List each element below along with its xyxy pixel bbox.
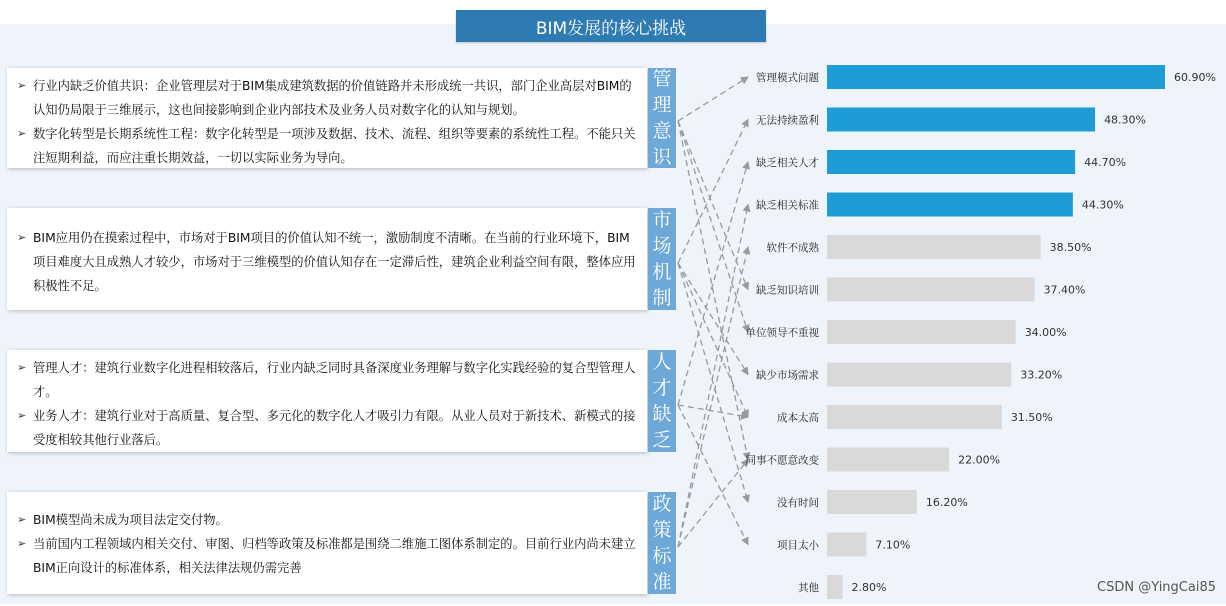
value-label: 33.20% (1020, 368, 1063, 382)
tag-char: 准 (652, 571, 672, 593)
value-label: 2.80% (851, 581, 887, 594)
value-label: 34.00% (1024, 326, 1067, 339)
value-label: 22.00% (958, 453, 1001, 467)
connector-arrow (678, 263, 748, 502)
tag-char: 理 (652, 94, 672, 116)
tag-char: 人 (652, 351, 672, 373)
bar-chart (676, 56, 1226, 601)
section-tag-talent (648, 350, 676, 452)
value-label: 44.70% (1084, 156, 1127, 169)
section-card-policy (7, 492, 647, 594)
connector-arrow (678, 120, 748, 264)
bar-4 (827, 235, 1041, 259)
category-label: 管理模式问题 (756, 72, 819, 84)
section-card-management (7, 68, 647, 168)
connector-arrow (678, 205, 748, 548)
value-label: 60.90% (1174, 71, 1216, 84)
bar-5 (827, 278, 1035, 302)
connector-arrow (678, 162, 748, 405)
bar-10 (827, 490, 917, 514)
connector-arrow (678, 263, 748, 417)
section-bullet: ➢ 业务人才：建筑行业对于高质量、复合型、多元化的数字化人才吸引力有限。从业人员对于新技术、新模式的接受度相较其他行业落后。 (17, 404, 637, 452)
section-bullet: ➢ 管理人才：建筑行业数字化进程相较落后，行业内缺乏同时具备深度业务理解与数字化实践经验的复合型管理人才。 (17, 356, 637, 404)
tag-char: 制 (652, 287, 672, 309)
bar-0 (827, 65, 1165, 89)
section-tag-management (648, 68, 676, 168)
section-bullet: ➢ 当前国内工程领域内相关交付、审图、归档等政策及标准都是围绕二维施工图体系制定的。目前行业内尚未建立BIM正向设计的标准体系，相关法律法规仍需完善 (17, 532, 637, 580)
category-label: 成本太高 (777, 412, 819, 424)
connector-arrow (678, 405, 748, 545)
category-label: 其他 (798, 582, 819, 594)
bar-9 (827, 448, 949, 472)
page-title: BIM发展的核心挑战 (456, 10, 766, 42)
tag-char: 策 (652, 519, 672, 541)
section-card-talent (7, 350, 647, 452)
category-label: 没有时间 (777, 497, 819, 509)
section-bullet: ➢ BIM应用仍在摸索过程中，市场对于BIM项目的价值认知不统一，激励制度不清晰。在当前的行业环境下，BIM项目难度大且成熟人才较少，市场对于三维模型的价值认知存在一定滞后性，建筑企业利益空间有限，整体应用积极性不足。 (17, 226, 637, 298)
bar-2 (827, 150, 1075, 174)
section-tag-market (648, 208, 676, 310)
connector-group (678, 77, 748, 547)
value-label: 37.40% (1043, 283, 1086, 297)
category-label: 缺乏相关人才 (756, 157, 819, 169)
watermark: CSDN @YingCai85 (1097, 580, 1216, 595)
connector-arrow (678, 121, 748, 290)
category-label: 项目太小 (777, 539, 819, 552)
section-bullet: ➢ 数字化转型是长期系统性工程：数字化转型是一项涉及数据、技术、流程、组织等要素的系统性工程。不能只关注短期利益，而应注重长期效益，一切以实际业务为导向。 (17, 122, 637, 170)
section-card-market (7, 208, 647, 310)
section-bullet: ➢ 行业内缺乏价值共识：企业管理层对于BIM集成建筑数据的价值链路并未形成统一共识，部门企业高层对BIM的认知仍局限于三维展示，这也间接影响到企业内部技术及业务人员对数字化的认知与规划。 (17, 74, 637, 122)
tag-char: 缺 (652, 403, 672, 425)
tag-char: 才 (652, 377, 672, 399)
value-label: 48.30% (1104, 113, 1147, 127)
bar-11 (827, 533, 866, 557)
section-bullet: ➢ BIM模型尚未成为项目法定交付物。 (17, 508, 637, 532)
tag-char: 市 (652, 209, 672, 231)
value-label: 31.50% (1010, 411, 1053, 424)
tag-char: 乏 (652, 429, 672, 451)
tag-char: 标 (652, 545, 672, 567)
connector-arrow (678, 263, 748, 375)
value-label: 38.50% (1049, 241, 1092, 254)
category-label: 缺乏知识培训 (756, 284, 819, 297)
category-label: 无法持续盈利 (756, 114, 819, 127)
category-label: 软件不成熟 (766, 242, 819, 254)
value-label: 44.30% (1081, 198, 1124, 212)
value-label: 16.20% (925, 496, 968, 509)
tag-char: 政 (652, 493, 672, 515)
connector-arrow (678, 77, 748, 121)
tag-char: 管 (652, 68, 672, 90)
tag-char: 意 (652, 120, 672, 142)
bar-1 (827, 108, 1095, 132)
bar-3 (827, 193, 1073, 217)
category-label: 缺少市场需求 (756, 369, 819, 382)
category-label: 单位领导不重视 (745, 327, 819, 339)
bar-12 (827, 575, 843, 599)
category-label: 缺乏相关标准 (756, 199, 819, 212)
bar-8 (827, 405, 1002, 429)
category-label: 同事不愿意改变 (745, 454, 819, 467)
tag-char: 识 (652, 146, 672, 168)
value-label: 7.10% (875, 538, 911, 552)
bar-7 (827, 363, 1011, 387)
connector-arrow (678, 121, 748, 332)
bar-6 (827, 320, 1016, 344)
tag-char: 机 (652, 261, 672, 283)
section-tag-policy (648, 492, 676, 594)
tag-char: 场 (652, 235, 672, 257)
